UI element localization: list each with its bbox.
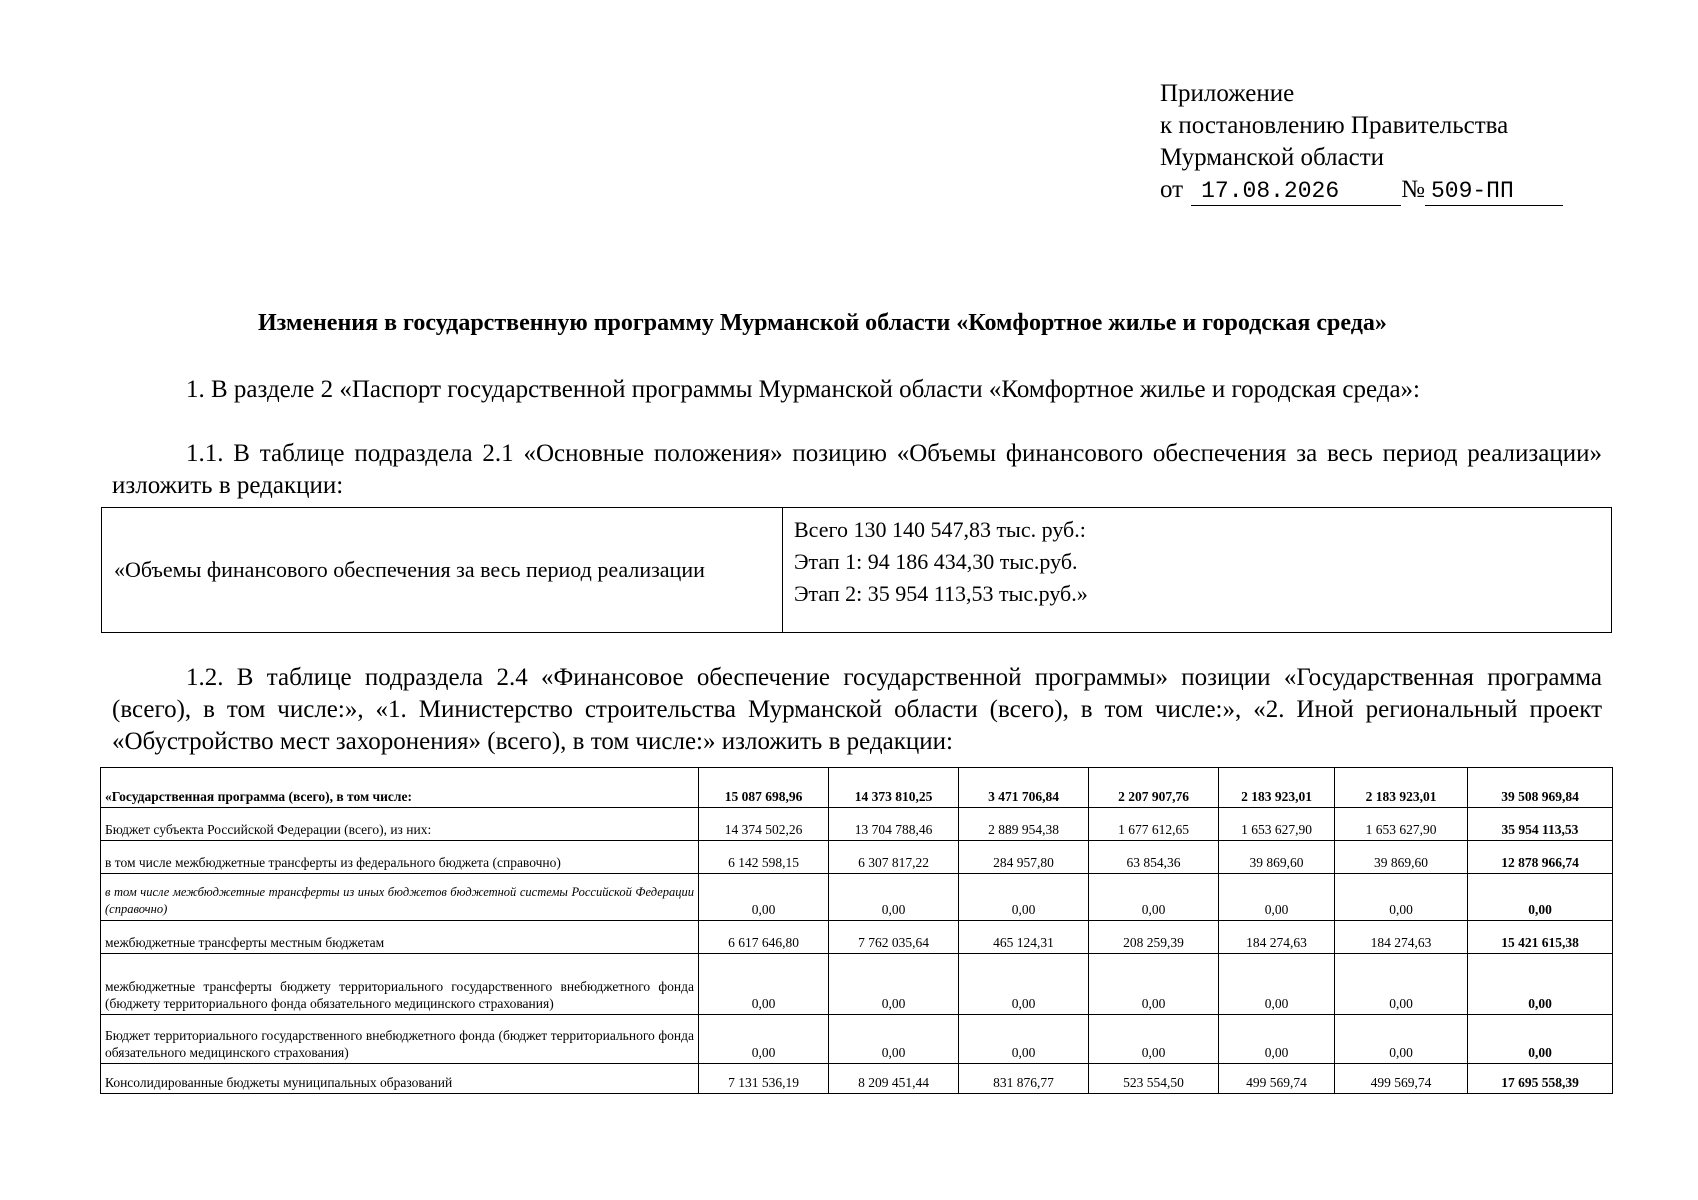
table-cell: 39 869,60 xyxy=(1219,841,1335,874)
row-label: Бюджет территориального государственного внебюджетного фонда (бюджет территориального фонда обязательного медицинского страхования) xyxy=(101,1015,699,1064)
table-cell: 6 142 598,15 xyxy=(699,841,829,874)
financing-total: Всего 130 140 547,83 тыс. руб.: xyxy=(794,517,1086,542)
table-cell: 0,00 xyxy=(1335,954,1468,1015)
table-cell: 6 617 646,80 xyxy=(699,921,829,954)
financing-label: «Объемы финансового обеспечения за весь период реализации xyxy=(114,557,705,582)
table-cell: 0,00 xyxy=(829,874,959,921)
paragraph-1-2-text: 1.2. В таблице подраздела 2.4 «Финансовое обеспечение государственной программы» позиции «Государственная программа (всего), в том числе:», «1. Министерство строительства Мурманской области (всего), в том числе:», «2. Иной региональный проект «Обустройство мест захоронения» (всего), в том числе:» изложить в редакции: xyxy=(112,664,1602,755)
table-cell: 184 274,63 xyxy=(1219,921,1335,954)
table-cell: 499 569,74 xyxy=(1219,1064,1335,1094)
paragraph-1-2 xyxy=(112,662,1602,758)
paragraph-1-1 xyxy=(112,438,1602,502)
table-row xyxy=(101,768,1613,808)
table-cell: 0,00 xyxy=(959,954,1089,1015)
table-row xyxy=(101,874,1613,921)
row-total: 17 695 558,39 xyxy=(1468,1064,1613,1094)
row-label: в том числе межбюджетные трансферты из федерального бюджета (справочно) xyxy=(101,841,699,874)
financing-stage-2: Этап 2: 35 954 113,53 тыс.руб.» xyxy=(794,581,1088,606)
appendix-line-1: Приложение xyxy=(1160,80,1295,107)
table-cell: 0,00 xyxy=(1089,954,1219,1015)
table-cell: 0,00 xyxy=(959,874,1089,921)
budget-table xyxy=(100,767,1613,1094)
table-row xyxy=(101,921,1613,954)
table-row xyxy=(101,1015,1613,1064)
table-row xyxy=(101,954,1613,1015)
table-cell: 1 677 612,65 xyxy=(1089,808,1219,841)
table-cell: 0,00 xyxy=(699,1015,829,1064)
paragraph-1-text: 1. В разделе 2 «Паспорт государственной программы Мурманской области «Комфортное жилье и городская среда»: xyxy=(186,376,1420,403)
row-label: в том числе межбюджетные трансферты из иных бюджетов бюджетной системы Российской Федерации (справочно) xyxy=(101,874,699,921)
table-cell: 0,00 xyxy=(1089,874,1219,921)
row-total: 15 421 615,38 xyxy=(1468,921,1613,954)
appendix-line-2: к постановлению Правительства xyxy=(1160,112,1509,139)
table-cell: 284 957,80 xyxy=(959,841,1089,874)
table-cell: 1 653 627,90 xyxy=(1219,808,1335,841)
table-cell: 208 259,39 xyxy=(1089,921,1219,954)
appendix-reference xyxy=(1160,174,1563,206)
table-cell: 0,00 xyxy=(1219,954,1335,1015)
table-cell: 2 889 954,38 xyxy=(959,808,1089,841)
table-cell: 0,00 xyxy=(829,954,959,1015)
row-total: 0,00 xyxy=(1468,954,1613,1015)
table-cell: 0,00 xyxy=(829,1015,959,1064)
row-total: 39 508 969,84 xyxy=(1468,768,1613,808)
paragraph-1-1-text: 1.1. В таблице подраздела 2.1 «Основные положения» позицию «Объемы финансового обеспечения за весь период реализации» изложить в редакции: xyxy=(112,440,1602,499)
table-cell: 2 207 907,76 xyxy=(1089,768,1219,808)
table-cell: 0,00 xyxy=(1335,1015,1468,1064)
appendix-header xyxy=(1160,78,1563,206)
table-cell: 2 183 923,01 xyxy=(1335,768,1468,808)
number-label: № xyxy=(1401,176,1425,203)
table-cell: 3 471 706,84 xyxy=(959,768,1089,808)
row-label: межбюджетные трансферты бюджету территориального государственного внебюджетного фонда (бюджету территориального фонда обязательного медицинского страхования) xyxy=(101,954,699,1015)
row-label: межбюджетные трансферты местным бюджетам xyxy=(101,921,699,954)
appendix-line-3: Мурманской области xyxy=(1160,144,1385,171)
document-title: Изменения в государственную программу Мурманской области «Комфортное жилье и городская среда» xyxy=(258,310,1387,336)
paragraph-1 xyxy=(112,374,1602,406)
financing-table xyxy=(101,507,1612,633)
table-cell: 0,00 xyxy=(699,954,829,1015)
table-cell: 184 274,63 xyxy=(1335,921,1468,954)
row-label: Бюджет субъекта Российской Федерации (всего), из них: xyxy=(101,808,699,841)
row-total: 35 954 113,53 xyxy=(1468,808,1613,841)
table-cell: 0,00 xyxy=(1089,1015,1219,1064)
row-label: Консолидированные бюджеты муниципальных образований xyxy=(101,1064,699,1094)
table-row xyxy=(101,808,1613,841)
table-cell: 0,00 xyxy=(1219,1015,1335,1064)
table-cell: 1 653 627,90 xyxy=(1335,808,1468,841)
table-cell: 14 373 810,25 xyxy=(829,768,959,808)
table-cell: 2 183 923,01 xyxy=(1219,768,1335,808)
table-cell: 465 124,31 xyxy=(959,921,1089,954)
financing-stage-1: Этап 1: 94 186 434,30 тыс.руб. xyxy=(794,549,1078,574)
table-cell: 7 131 536,19 xyxy=(699,1064,829,1094)
row-total: 12 878 966,74 xyxy=(1468,841,1613,874)
resolution-number: 509-ПП xyxy=(1425,177,1563,206)
row-total: 0,00 xyxy=(1468,1015,1613,1064)
table-cell: 15 087 698,96 xyxy=(699,768,829,808)
table-cell: 523 554,50 xyxy=(1089,1064,1219,1094)
from-label: от xyxy=(1160,176,1184,203)
table-cell: 6 307 817,22 xyxy=(829,841,959,874)
row-total: 0,00 xyxy=(1468,874,1613,921)
financing-values-cell xyxy=(783,508,1088,632)
table-cell: 13 704 788,46 xyxy=(829,808,959,841)
table-cell: 0,00 xyxy=(1335,874,1468,921)
table-cell: 39 869,60 xyxy=(1335,841,1468,874)
table-cell: 8 209 451,44 xyxy=(829,1064,959,1094)
table-cell: 0,00 xyxy=(959,1015,1089,1064)
table-cell: 0,00 xyxy=(1219,874,1335,921)
table-cell: 14 374 502,26 xyxy=(699,808,829,841)
table-cell: 7 762 035,64 xyxy=(829,921,959,954)
table-cell: 831 876,77 xyxy=(959,1064,1089,1094)
table-cell: 499 569,74 xyxy=(1335,1064,1468,1094)
row-label: «Государственная программа (всего), в том числе: xyxy=(101,768,699,808)
table-row xyxy=(101,841,1613,874)
table-cell: 0,00 xyxy=(699,874,829,921)
table-cell: 63 854,36 xyxy=(1089,841,1219,874)
table-row xyxy=(101,1064,1613,1094)
financing-label-cell xyxy=(102,508,783,632)
resolution-date: 17.08.2026 xyxy=(1191,177,1401,206)
